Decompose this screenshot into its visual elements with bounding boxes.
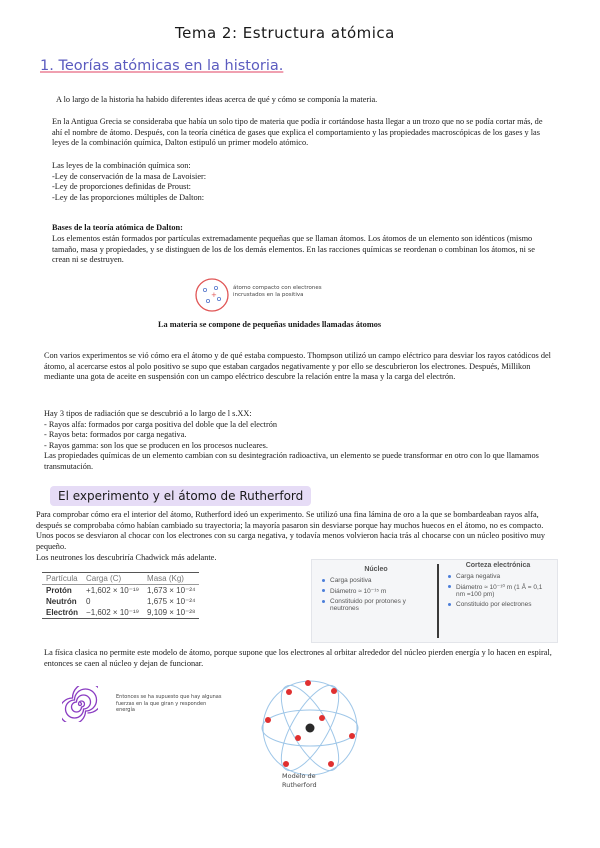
dalton-note: átomo compacto con electrones incrustados en la positiva — [233, 285, 322, 298]
corteza-box — [446, 562, 550, 611]
rutherford-heading: El experimento y el átomo de Rutherford — [50, 486, 311, 506]
paragraph-dalton: Los elementos están formados por partículas extremadamente pequeñas que se llaman átomos. Los átomos de un elemento son idénticos (mismo tamaño, masa y propiedades, y se distinguen de los de los demás elementos. En las racciones químicas se reordenan o combinan los átomos, ni se crean ni se destruyen. — [52, 234, 535, 265]
rutherford-model-diagram — [258, 676, 362, 780]
table-cell: Protón — [46, 586, 72, 595]
table-cell: Electrón — [42, 607, 82, 619]
page-title: Tema 2: Estructura atómica — [175, 24, 395, 42]
table-row — [42, 585, 199, 597]
corteza-item: Carga negativa — [456, 573, 550, 580]
table-cell: 1,673 × 10⁻²⁴ — [147, 586, 196, 595]
table-cell: −1,602 × 10⁻¹⁹ — [82, 607, 143, 619]
nucleo-box — [320, 566, 432, 615]
spiral-sketch-icon — [62, 686, 98, 722]
law-item: -Ley de conservación de la masa de Lavoisier: — [52, 171, 207, 181]
table-row — [42, 596, 199, 607]
table-cell: +1,602 × 10⁻¹⁹ — [86, 586, 140, 595]
nucleo-item: Carga positiva — [330, 577, 432, 584]
section-heading-teorias: 1. Teorías atómicas en la historia. — [40, 58, 284, 74]
law-item: -Ley de proporciones definidas de Proust: — [52, 182, 191, 192]
panel-divider — [437, 564, 439, 638]
table-cell: 1,675 × 10⁻²⁴ — [147, 597, 196, 606]
table-cell: 9,109 × 10⁻²⁸ — [143, 607, 199, 619]
table-cell: 0 — [86, 597, 91, 606]
laws-list — [52, 161, 552, 203]
radiation-item: - Rayos alfa: formados por carga positiva del doble que la del electrón — [44, 419, 278, 429]
column-header: Carga (C) — [82, 573, 143, 585]
paragraph-grecia: En la Antigua Grecia se consideraba que había un solo tipo de materia que podía ir cortándose hasta llegar a un trozo que no se podía cortar más, de ahí el nombre de átomo. Después, con la teoría cinética de gases que explica el comportamiento y las propiedades macroscópicas de los gases y las leyes de la combinación química, Dalton estipuló un primer modelo atómico. — [52, 117, 543, 148]
paragraph-rutherford: Para comprobar cómo era el interior del átomo, Rutherford ideó un experimento. Se utilizó una fina lámina de oro a la que se bombardeaban rayos alfa, después se comprobaba cómo habían cambiado su trayectoria; la mayoría pasaron sin desviarse porque hay muchos huecos en el átomo, no es compacto. Unos pocos se desviaron al chocar con los electrones con su carga negativa, y todavía menos volvieron hacia trás al chocarse con un núcleo positivo muy pequeño. — [36, 510, 546, 551]
table-row — [42, 607, 199, 619]
materia-heading: La materia se compone de pequeñas unidades llamadas átomos — [158, 320, 382, 329]
table-cell: Neutrón — [46, 597, 77, 606]
dalton-heading: Bases de la teoría atómica de Dalton: — [52, 223, 183, 232]
model-caption: Modelo de Rutherford — [282, 772, 317, 789]
spiral-note: Entonces se ha supuesto que hay algunas fuerzas en la que giran y responden energía — [116, 694, 222, 713]
paragraph-neutrones: Los neutrones los descubriría Chadwick más adelante. — [36, 553, 217, 562]
corteza-title: Corteza electrónica — [465, 562, 531, 569]
paragraph-experimentos: Con varios experimentos se vió cómo era el átomo y de qué estaba compuesto. Thompson utilizó un campo eléctrico para desviar los rayos catódicos del átomo, al acercarse estos al polo positivo se supo que estaban cargados negativamente y por ello se descubrieron los electrones. Después, Millikon mediante una gota de aceite en suspensión con un campo eléctrico descubre la relación entre la masa y la carga del electrón. — [44, 351, 551, 382]
corteza-item: Constituido por electrones — [456, 601, 550, 608]
nucleo-title: Núcleo — [364, 566, 388, 573]
dalton-atom-sketch — [194, 277, 230, 313]
radiation-list — [44, 409, 552, 473]
nucleus-cortex-panel — [311, 559, 558, 643]
nucleus-dot — [306, 724, 315, 733]
nucleo-item: Diámetro ≈ 10⁻¹⁵ m — [330, 587, 432, 595]
radiation-intro: Hay 3 tipos de radiación que se descubrió a lo largo de l s.XX: — [44, 409, 252, 418]
radiation-item: - Rayos gamma: son los que se producen en los procesos nucleares. — [44, 440, 268, 450]
law-item: -Ley de las proporciones múltiples de Dalton: — [52, 192, 205, 202]
radiation-item: - Rayos beta: formados por carga negativa. — [44, 430, 187, 440]
paragraph-intro: A lo largo de la historia ha habido diferentes ideas acerca de qué y cómo se componía la materia. — [56, 95, 378, 104]
paragraph-transmutacion: Las propiedades químicas de un elemento cambian con su desintegración radioactiva, un elemento se puede transformar en otro con lo que llamamos transmutación. — [44, 451, 539, 471]
paragraph-clasica: La física clasica no permite este modelo de átomo, porque supone que los electrones al orbitar alrededor del núcleo pierden energía y lo hacen en espiral, entonces se caen al núcleo y dejan de funcionar. — [44, 648, 552, 668]
nucleo-item: Constituido por protones y neutrones — [330, 598, 432, 612]
table-header-row — [42, 573, 199, 585]
column-header: Partícula — [42, 573, 82, 585]
corteza-item: Diámetro ≈ 10⁻¹⁰ m (1 Å = 0,1 nm =100 pm) — [456, 583, 550, 598]
svg-text:+: + — [211, 291, 217, 299]
column-header: Masa (Kg) — [143, 573, 199, 585]
laws-intro: Las leyes de la combinación química son: — [52, 161, 191, 170]
particle-table — [42, 572, 199, 619]
